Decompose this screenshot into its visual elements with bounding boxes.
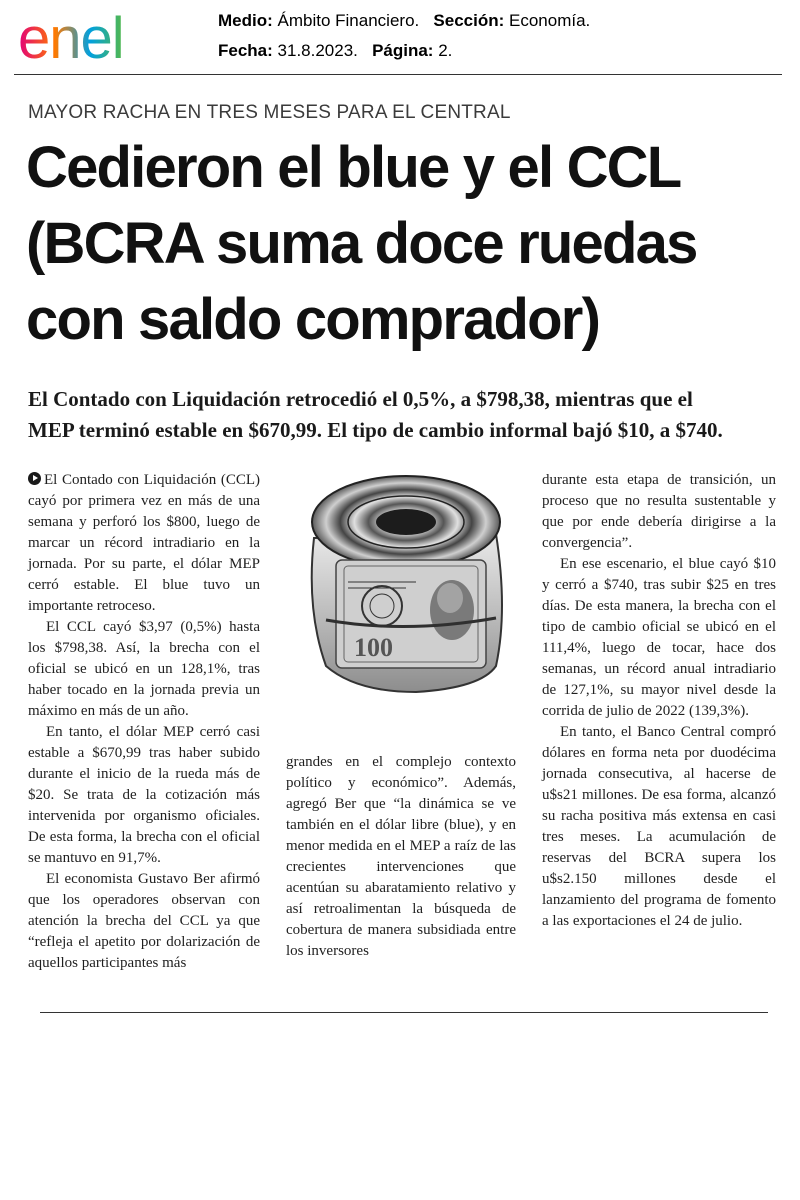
article-kicker: MAYOR RACHA EN TRES MESES PARA EL CENTRAL — [28, 102, 511, 123]
paragraph: En ese escenario, el blue cayó $10 y cerró a $740, tras subir $25 en tres días. De esta manera, la brecha con el tipo de cambio oficial se ubicó en el 111,4%, luego de tocar, hace dos semanas, un récord anual intradiario de 127,1%, su mayor nivel desde la corrida de julio de 2022 (139,3%). — [542, 556, 776, 719]
money-roll-photo — [296, 470, 508, 696]
paragraph: En tanto, el dólar MEP cerró casi estable a $670,99 tras haber subido durante el inicio de la rueda más de $20. Se trata de la cotización más intervenida por organismo oficiales. De esta forma, la brecha con el oficial se mantuvo en 91,7%. — [28, 724, 260, 866]
pagina-label: Página: — [372, 41, 434, 60]
article-column-2 — [286, 752, 516, 962]
fecha-value: 31.8.2023. — [277, 41, 358, 60]
article-headline — [26, 130, 786, 358]
seccion-value: Economía. — [509, 11, 591, 30]
logo-text: enel — [18, 6, 124, 68]
paragraph — [28, 470, 260, 617]
article-column-3 — [542, 470, 776, 932]
lead-line: El Contado con Liquidación retrocedió el 0,5%, a $798,38, mientras que el — [28, 387, 693, 411]
paragraph: durante esta etapa de transición, un proceso que no resulta sustentable y que por ende debería dirigirse a la convergencia”. — [542, 472, 776, 551]
medio-value: Ámbito Financiero. — [277, 11, 420, 30]
meta-line-2 — [218, 36, 590, 66]
lead-line: MEP terminó estable en $670,99. El tipo de cambio informal bajó $10, a $740. — [28, 418, 723, 442]
footer-divider — [40, 1012, 768, 1013]
paragraph: En tanto, el Banco Central compró dólares en forma neta por duodécima jornada consecutiva, al hacerse de u$s21 millones. De esa forma, alcanzó su racha positiva más extensa en casi tres meses. La acumulación de reservas del BCRA supera los u$s2.150 millones desde el lanzamiento del programa de fomento a las exportaciones el 24 de julio. — [542, 724, 776, 929]
article-column-1 — [28, 470, 260, 974]
play-arrow-icon — [28, 472, 41, 485]
paragraph: grandes en el complejo contexto político y económico”. Además, agregó Ber que “la dinámica se ve también en el dólar libre (blue), y en menor medida en el MEP a raíz de las crecientes intervenciones que acentúan su abaratamiento relativo y así retroalimentan la búsqueda de cobertura de manera subsidiada entre los inversores — [286, 754, 516, 959]
article-lead — [28, 384, 784, 446]
pagina-value: 2. — [438, 41, 453, 60]
paragraph: El CCL cayó $3,97 (0,5%) hasta los $798,38. Así, la brecha con el oficial se ubicó en un 128,1%, tras haber tocado en la jornada previa un máximo en más de un año. — [28, 619, 260, 719]
meta-line-1 — [218, 6, 590, 36]
paragraph: El economista Gustavo Ber afirmó que los operadores observan con atención la brecha del CCL ya que “refleja el apetito por dolarización de aquellos participantes más — [28, 871, 260, 971]
header-divider — [14, 74, 782, 75]
headline-line: Cedieron el blue y el CCL — [26, 135, 681, 200]
headline-line: con saldo comprador) — [26, 287, 600, 352]
svg-text:100: 100 — [354, 633, 393, 662]
paragraph-text: El Contado con Liquidación (CCL) cayó por primera vez en más de una semana y perforó los $800, luego de marcar un récord intradiario en la jornada. Por su parte, el dólar MEP cerró estable. El blue tuvo un importante retroceso. — [28, 472, 260, 614]
seccion-label: Sección: — [433, 11, 505, 30]
headline-line: (BCRA suma doce ruedas — [26, 211, 697, 276]
press-clipping-meta — [218, 6, 590, 66]
medio-label: Medio: — [218, 11, 273, 30]
fecha-label: Fecha: — [218, 41, 273, 60]
enel-logo — [16, 6, 180, 68]
